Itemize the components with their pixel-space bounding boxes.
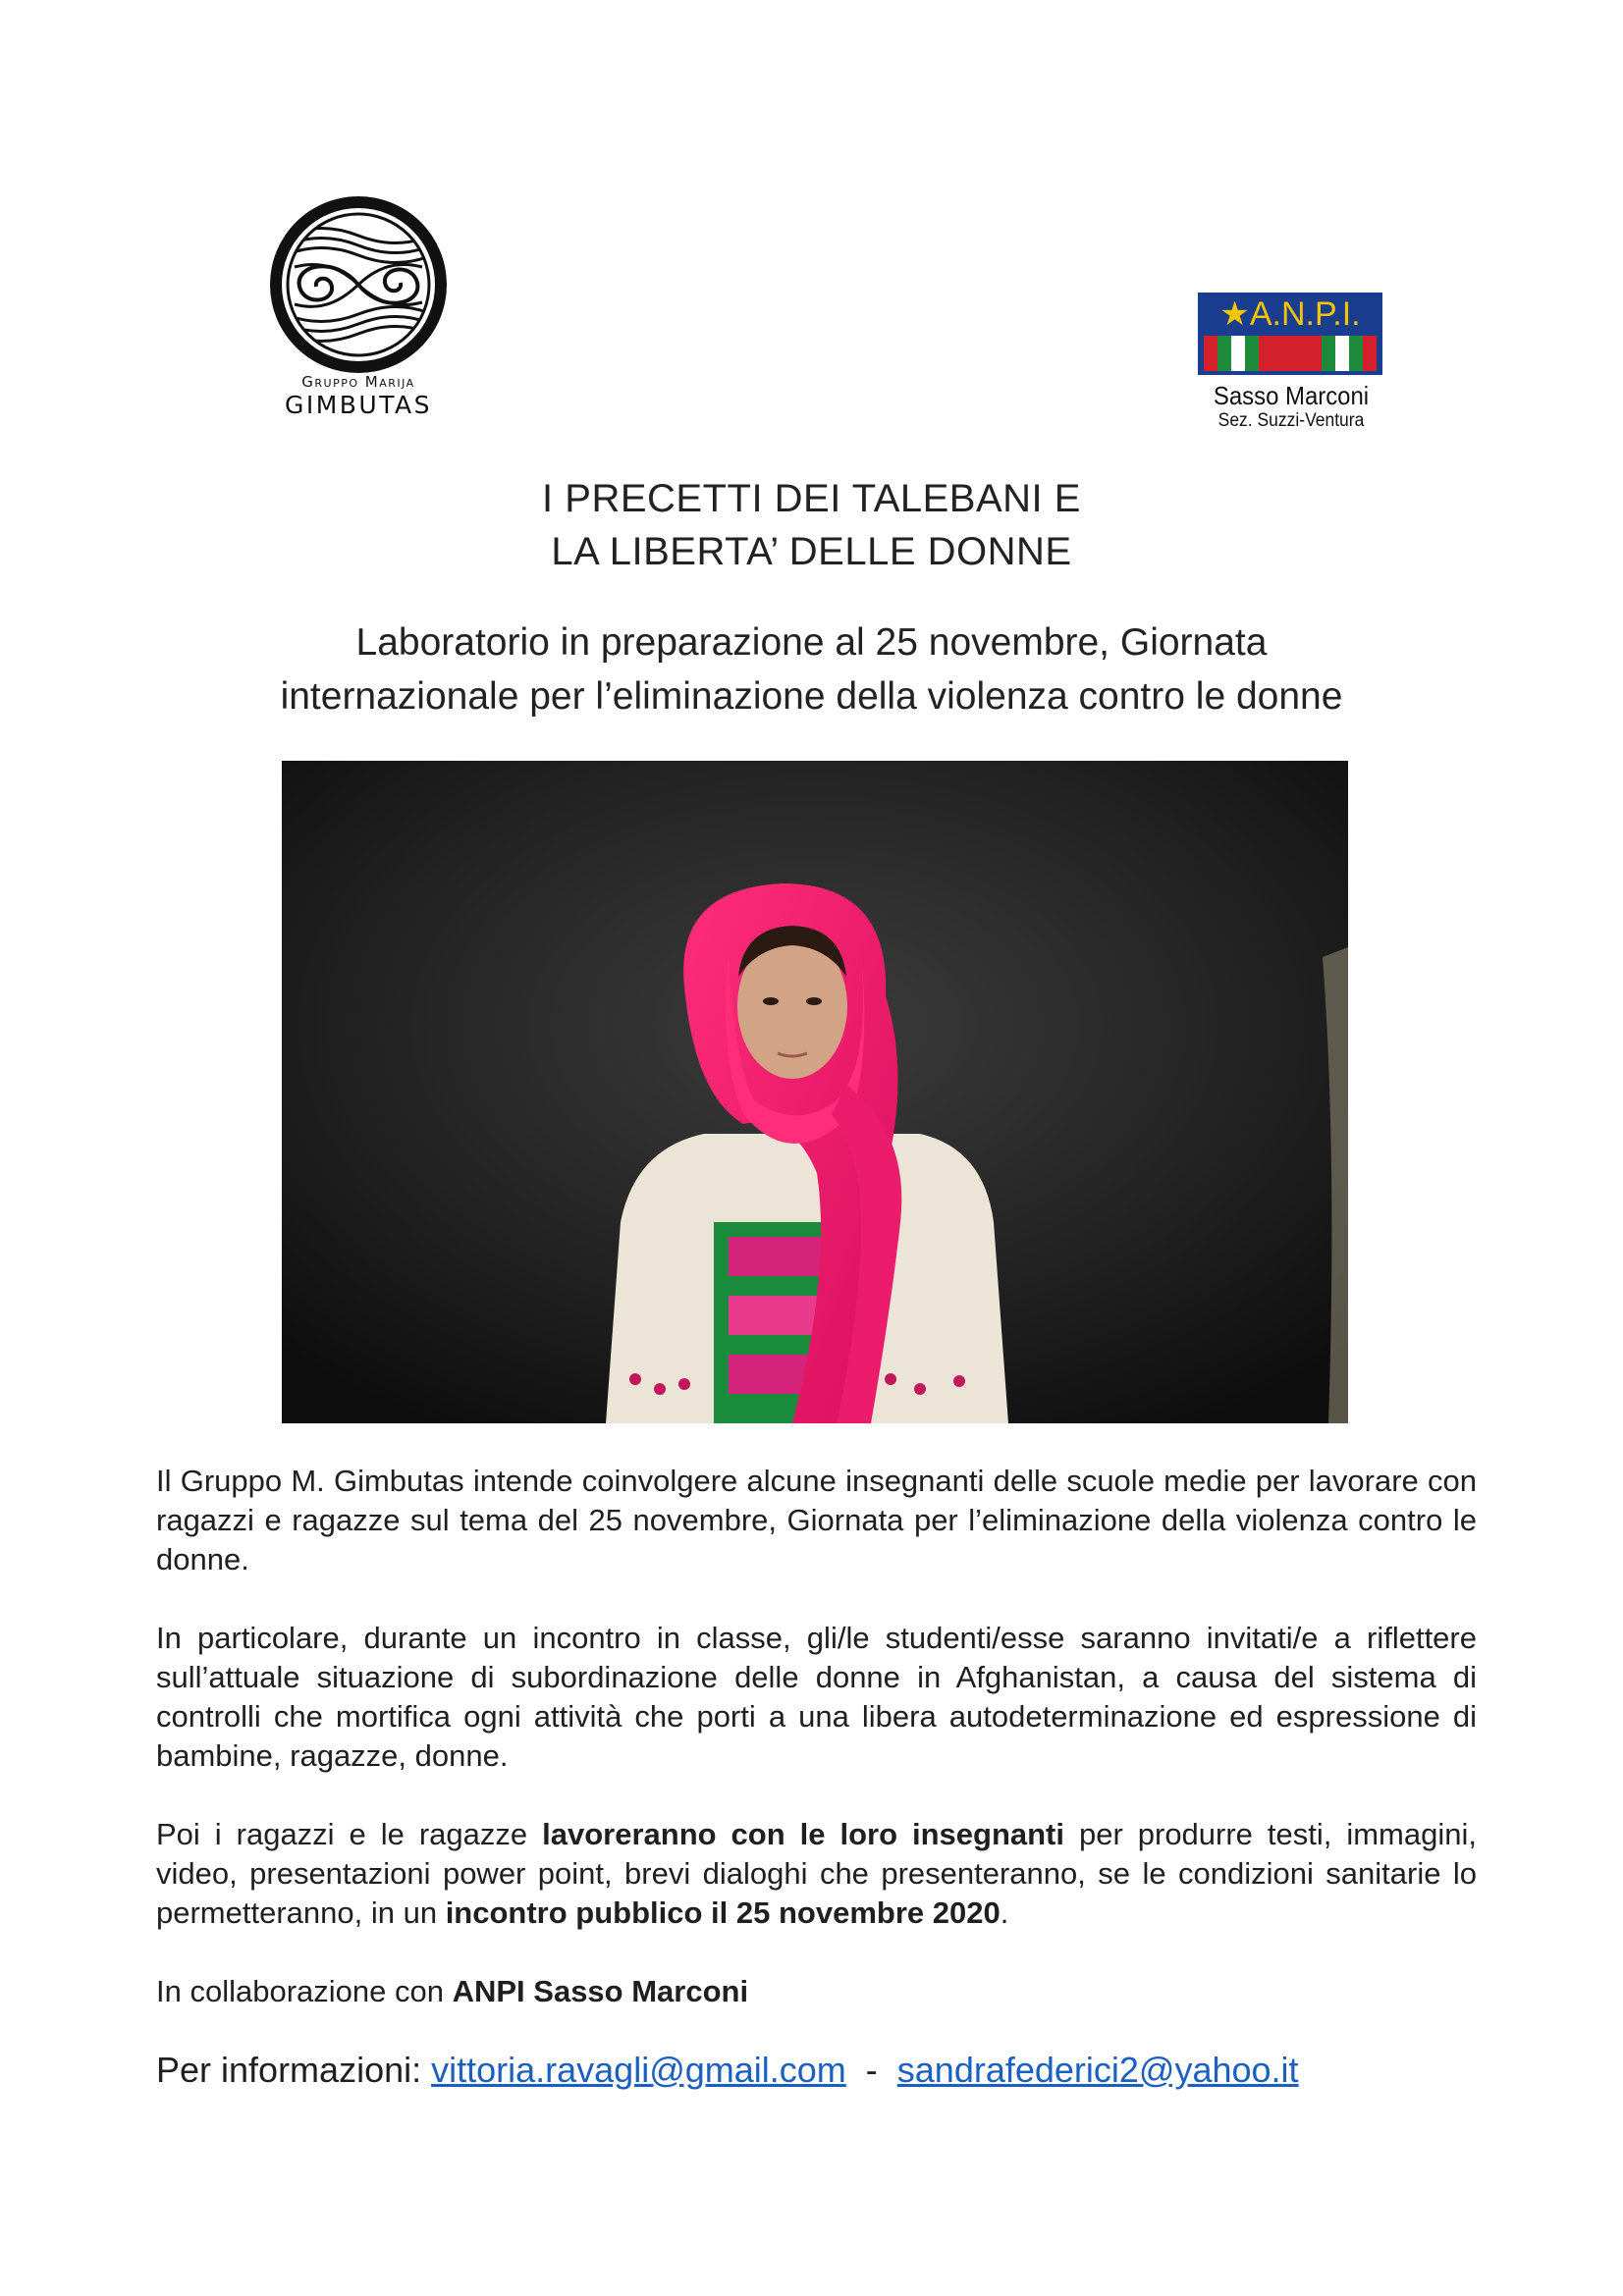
portrait-photo bbox=[282, 761, 1348, 1423]
paragraph-details: In particolare, durante un incontro in classe, gli/le studenti/esse saranno invitati/e a riflettere sull’attuale situazione di subordinazione delle donne in Afghanistan, a causa del sistema di controlli che mortifica ogni attività che porti a una libera autodeterminazione ed espressione di bambine, ragazze, donne. bbox=[156, 1621, 1477, 1773]
paragraph-activities-part2: per produrre testi, immagini, video, presentazioni power point, brevi dialoghi che presenteranno, se le condizioni sanitarie lo permetteranno, in un bbox=[156, 1817, 1477, 1930]
gimbutas-logo bbox=[265, 196, 452, 424]
paragraph-activities-bold1: lavoreranno con le loro insegnanti bbox=[542, 1817, 1064, 1851]
anpi-emblem bbox=[1198, 293, 1382, 375]
page-title-line2: LA LIBERTA’ DELLE DONNE bbox=[551, 530, 1072, 573]
email-link-sandra[interactable]: sandrafederici2@yahoo.it bbox=[896, 2050, 1299, 2090]
gimbutas-logo-line1: Gruppo Marija bbox=[301, 373, 415, 391]
italian-flag-stripe-icon bbox=[1204, 336, 1377, 371]
collaboration-partner: ANPI Sasso Marconi bbox=[452, 1974, 749, 2008]
page-title-line1: I PRECETTI DEI TALEBANI E bbox=[542, 477, 1081, 520]
paragraph-activities-part3: . bbox=[1000, 1896, 1009, 1930]
collaboration-label: In collaborazione con bbox=[156, 1974, 453, 2008]
gimbutas-logo-line2: GIMBUTAS bbox=[284, 391, 433, 419]
spiral-wave-emblem-icon bbox=[265, 196, 452, 373]
anpi-logo-section: Sez. Suzzi-Ventura bbox=[1217, 410, 1365, 431]
anpi-logo-title: ★A.N.P.I. bbox=[1219, 295, 1361, 333]
anpi-logo bbox=[1188, 293, 1394, 435]
paragraph-activities-part1: Poi i ragazzi e le ragazze bbox=[156, 1817, 543, 1851]
paragraph-collaboration bbox=[156, 1972, 1477, 2011]
paragraph-activities bbox=[156, 1815, 1477, 1933]
contact-separator: - bbox=[845, 2050, 897, 2090]
anpi-logo-city: Sasso Marconi bbox=[1213, 381, 1370, 410]
paragraph-intro: Il Gruppo M. Gimbutas intende coinvolgere alcune insegnanti delle scuole medie per lavorare con ragazzi e ragazze sul tema del 25 novembre, Giornata per l’eliminazione della violenza contro le donne. bbox=[156, 1464, 1477, 1576]
email-link-vittoria[interactable]: vittoria.ravagli@gmail.com bbox=[431, 2050, 846, 2090]
contact-label: Per informazioni: bbox=[156, 2050, 432, 2090]
page-subtitle-line2: internazionale per l’eliminazione della violenza contro le donne bbox=[280, 675, 1343, 718]
page-subtitle-line1: Laboratorio in preparazione al 25 novembre, Giornata bbox=[355, 621, 1268, 664]
paragraph-activities-bold2: incontro pubblico il 25 novembre 2020 bbox=[445, 1896, 1001, 1930]
portrait-woman-pink-headscarf-icon bbox=[282, 761, 1348, 1423]
contact-line bbox=[156, 2049, 1477, 2092]
